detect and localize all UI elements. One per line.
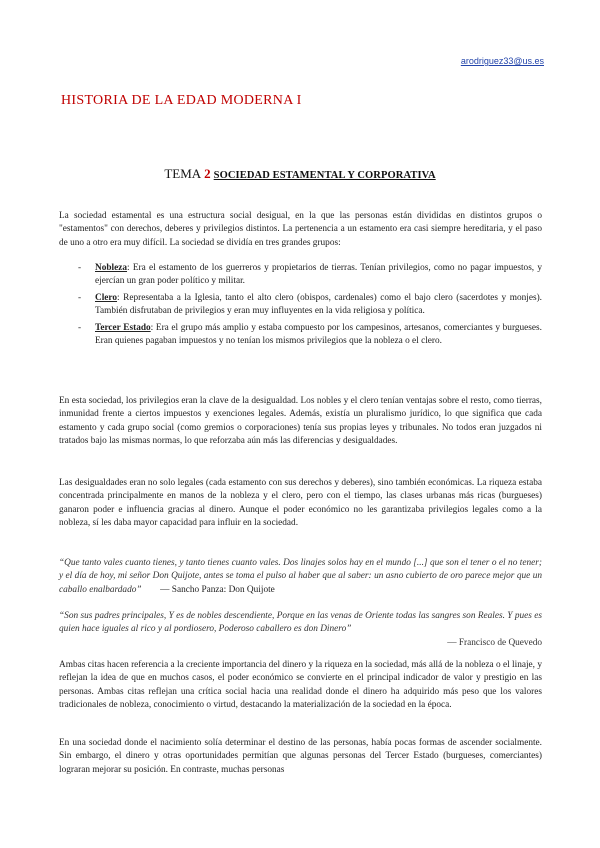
list-item-term: Clero: [95, 292, 118, 303]
privileges-paragraph: En esta sociedad, los privilegios eran la clave de la desigualdad. Los nobles y el clero tenían ventajas sobre el resto, como tierras, inmunidad frente a ciertos impuestos y exenciones legales. Además, existía un pluralismo jurídico, lo que significa que cada estamento y cada grupo social (como gremios o corporaciones) tenía sus propias leyes y tribunales. No todos eran juzgados ni tratados bajo las mismas normas, lo que reforzaba aún más las diferencias y desigualdades.: [59, 396, 542, 447]
lesson-subtitle: SOCIEDAD ESTAMENTAL Y CORPORATIVA: [213, 170, 436, 181]
list-dash: -: [78, 322, 82, 333]
quote-text: “Que tanto vales cuanto tienes, y tanto tienes cuanto vales. Dos linajes solos hay en el mundo [...] que son el tener o el no tener; y el día de hoy, mi señor Don Quijote, antes se toma el pulso al haber que al saber: un asno cubierto de oro parece mejor que un caballo enalbardado”: [59, 558, 542, 595]
list-item-term: Tercer Estado: [95, 322, 151, 333]
list-item-term: Nobleza: [95, 263, 128, 273]
list-dash: -: [78, 292, 82, 303]
list-item-text: : Era el estamento de los guerreros y propietarios de tierras. Tenían privilegios, como no pagar impuestos, y ejercían un gran poder político y militar.: [95, 263, 542, 287]
list-item-text: : Era el grupo más amplio y estaba compuesto por los campesinos, artesanos, comerciantes y burgueses. Eran quienes pagaban impuestos y no tenían los mismos privilegios que la nobleza o el clero.: [95, 322, 542, 347]
lesson-heading-word: TEMA: [164, 166, 202, 181]
list-item: [78, 322, 542, 349]
quote-author: — Sancho Panza: Don Quijote: [160, 584, 275, 595]
quote-author: — Francisco de Quevedo: [447, 637, 542, 648]
quote-text: “Son sus padres principales, Y es de nobles descendiente, Porque en las venas de Oriente todas las sangres son Reales. Y pues es quien hace iguales al rico y al pordiosero, Poderoso caballero es don Dinero”: [59, 611, 542, 635]
author-email-link[interactable]: arodriguez33@us.es: [460, 56, 544, 66]
lesson-number: 2: [204, 166, 211, 181]
quote-block: [59, 557, 542, 597]
lesson-heading: [0, 166, 600, 182]
list-item-text: : Representaba a la Iglesia, tanto el alto clero (obispos, cardenales) como el bajo clero (sacerdotes y monjes). También disfrutaban de privilegios y eran muy influyentes en la vida religiosa y política.: [95, 292, 542, 317]
course-title: HISTORIA DE LA EDAD MODERNA I: [61, 93, 302, 108]
list-item: [78, 292, 542, 319]
inequalities-paragraph: Las desigualdades eran no solo legales (cada estamento con sus derechos y deberes), sino también económicas. La riqueza estaba concentrada principalmente en manos de la nobleza y el clero, pero con el tiempo, las clases urbanas más ricas (burgueses) ganaron poder e influencia gracias al dinero. Aunque el poder económico no les garantizaba privilegios legales como a la nobleza, sí les daba mayor capacidad para influir en la sociedad.: [59, 478, 542, 529]
quotes-analysis-paragraph: Ambas citas hacen referencia a la creciente importancia del dinero y la riqueza en la sociedad, más allá de la nobleza o el linaje, y reflejan la idea de que en muchos casos, el poder económico se convierte en el principal indicador de valor y prestigio en las personas. Ambas citas reflejan una crítica social hacia una realidad donde el dinero ha adquirido más peso que los valores tradicionales de nobleza, conocimiento o virtud, destacando la materialización de la sociedad en la época.: [59, 660, 542, 711]
list-dash: -: [78, 263, 82, 273]
estamentos-list: [78, 262, 542, 351]
social-mobility-paragraph: En una sociedad donde el nacimiento solía determinar el destino de las personas, había pocas formas de ascender socialmente. Sin embargo, el dinero y otras oportunidades permitían que algunas personas del Tercer Estado (burgueses, comerciantes) lograran mejorar su posición. En contraste, muchas personas: [59, 738, 542, 775]
intro-paragraph: La sociedad estamental es una estructura social desigual, en la que las personas están divididas en distintos grupos o "estamentos" con derechos, deberes y privilegios distintos. La pertenencia a un estamento era casi siempre hereditaria, y el paso de uno a otro era muy difícil. La sociedad se dividía en tres grandes grupos:: [59, 211, 542, 248]
list-item: [78, 262, 542, 289]
quote-block: [59, 610, 542, 650]
